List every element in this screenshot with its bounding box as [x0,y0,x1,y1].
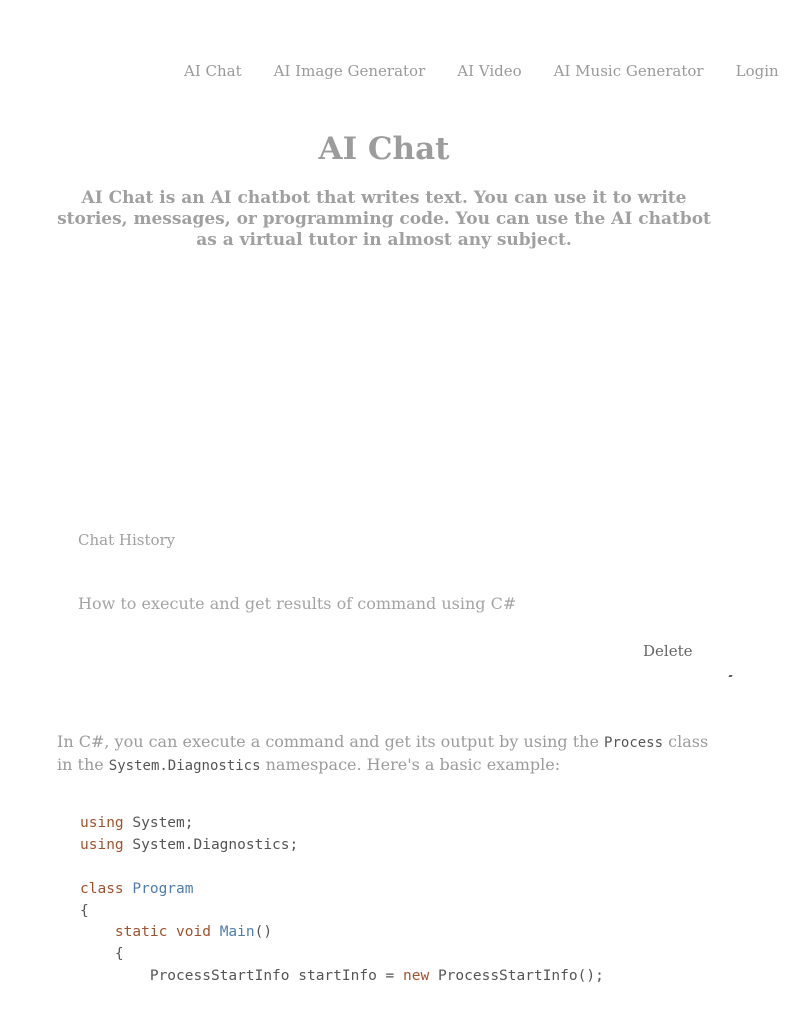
code-text: System; [123,815,194,831]
code-block [80,813,740,988]
code-line [80,879,740,901]
code-line [80,835,740,857]
code-text [167,924,176,940]
code-text: { [80,902,89,919]
code-text [211,924,220,940]
code-text [80,924,115,940]
chat-history-item[interactable]: How to execute and get results of command using C# [78,594,517,613]
nav-link-ai-chat[interactable]: AI Chat [184,62,242,80]
page-title: AI Chat [318,131,450,167]
code-line [80,857,740,879]
code-text: ProcessStartInfo(); [429,968,604,985]
nav-link-ai-image-generator[interactable]: AI Image Generator [273,62,426,80]
nav-link-login[interactable]: Login [735,62,779,80]
code-keyword: static [114,924,168,941]
code-keyword: using [80,836,124,853]
chat-history-heading: Chat History [78,531,176,549]
code-text: System.Diagnostics; [123,836,299,853]
answer-text-part: namespace. Here's a basic example: [260,755,561,774]
answer-paragraph [57,731,717,777]
code-keyword: class [80,880,124,897]
code-text: ProcessStartInfo startInfo = [80,968,404,985]
code-keyword: using [80,815,124,831]
nav-link-ai-music-generator[interactable]: AI Music Generator [553,62,704,80]
code-keyword: new [403,968,430,985]
code-text: () [254,924,273,941]
decorative-mark [728,675,732,677]
top-navigation [0,60,779,84]
nav-link-ai-video[interactable]: AI Video [457,62,522,80]
delete-button[interactable]: Delete [643,642,693,660]
code-text: { [80,946,124,963]
code-keyword: void [176,924,211,941]
code-line [80,901,740,923]
inline-code: Process [604,735,664,751]
code-line [80,966,740,988]
code-line [80,813,740,835]
answer-text-part: In C#, you can execute a command and get its output by using the [57,732,605,751]
page-description: AI Chat is an AI chatbot that writes text. You can use it to write stories, messages, or programming code. You can use the AI chatbot as a virtual tutor in almost any subject. [57,188,711,250]
nav-links [184,60,811,82]
answer-text-part: class in the [57,732,709,774]
code-identifier: Main [219,924,255,941]
code-line [80,922,740,944]
code-identifier: Program [132,880,194,897]
inline-code: System.Diagnostics [108,758,261,774]
code-line [80,944,740,966]
